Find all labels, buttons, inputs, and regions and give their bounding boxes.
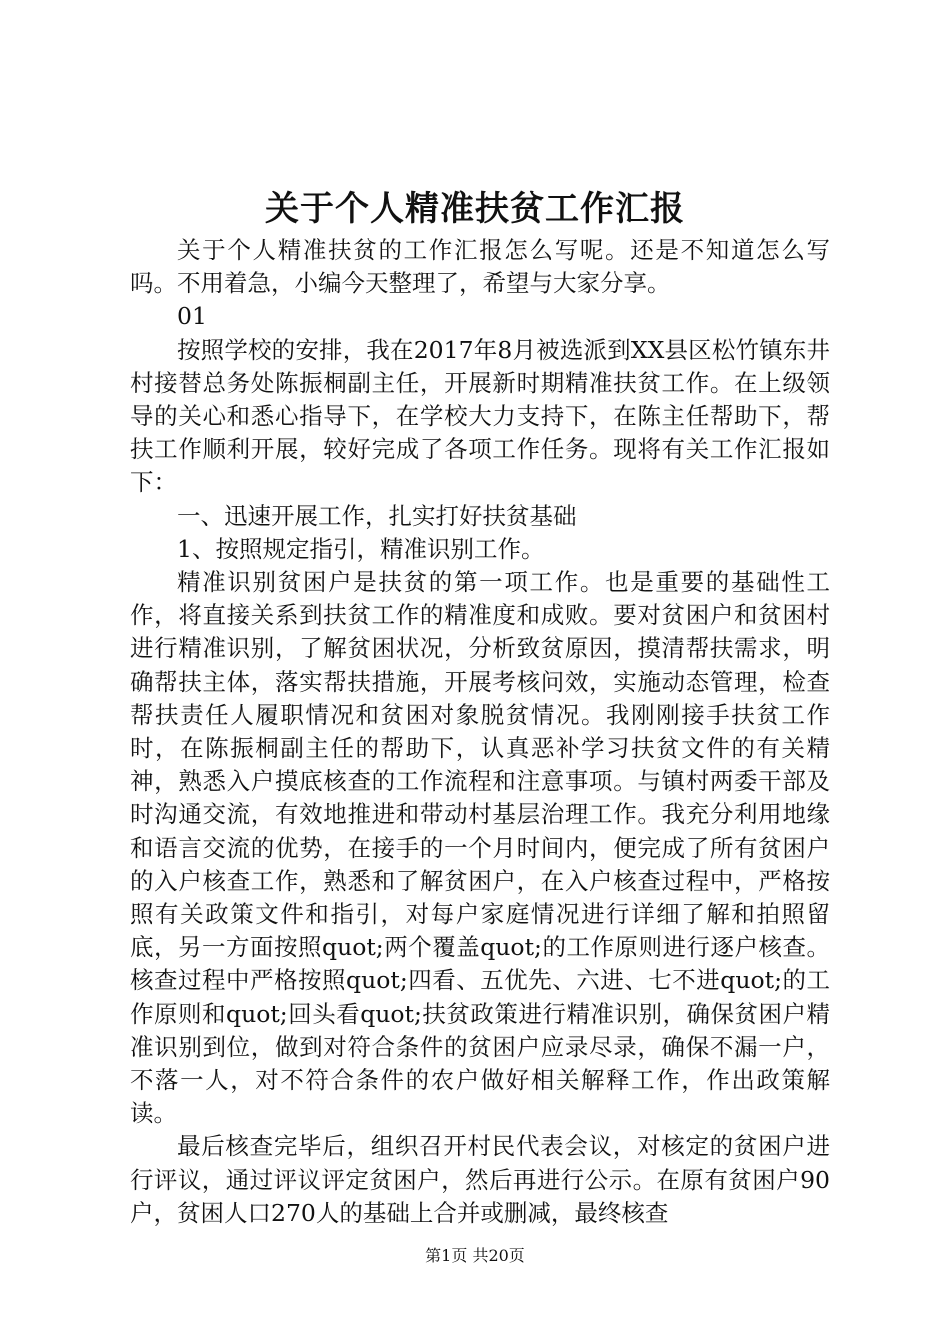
paragraph-background: 按照学校的安排，我在2017年8月被选派到XX县区松竹镇东井村接替总务处陈振桐副主任，开展新时期精准扶贫工作。在上级领导的关心和悉心指导下，在学校大力支持下，在陈主任帮助下，帮扶工作顺利开展，较好完成了各项工作任务。现将有关工作汇报如下： [130, 335, 830, 497]
paragraph-intro: 关于个人精准扶贫的工作汇报怎么写呢。还是不知道怎么写吗。不用着急，小编今天整理了，希望与大家分享。 [130, 236, 830, 298]
section-heading: 一、迅速开展工作，扎实打好扶贫基础 [177, 501, 577, 530]
section-number: 01 [177, 302, 207, 331]
document-body [130, 234, 830, 1230]
document-title: 关于个人精准扶贫工作汇报 [265, 189, 685, 229]
subsection-heading: 1、按照规定指引，精准识别工作。 [177, 534, 545, 563]
page-footer: 第1页 共20页 [425, 1246, 525, 1265]
paragraph-identification: 精准识别贫困户是扶贫的第一项工作。也是重要的基础性工作，将直接关系到扶贫工作的精准度和成败。要对贫困户和贫困村进行精准识别，了解贫困状况，分析致贫原因，摸清帮扶需求，明确帮扶主体，落实帮扶措施，开展考核问效，实施动态管理，检查帮扶责任人履职情况和贫困对象脱贫情况。我刚刚接手扶贫工作时，在陈振桐副主任的帮助下，认真恶补学习扶贫文件的有关精神，熟悉入户摸底核查的工作流程和注意事项。与镇村两委干部及时沟通交流，有效地推进和带动村基层治理工作。我充分利用地缘和语言交流的优势，在接手的一个月时间内，便完成了所有贫困户的入户核查工作，熟悉和了解贫困户，在入户核查过程中，严格按照有关政策文件和指引，对每户家庭情况进行详细了解和拍照留底，另一方面按照quot;两个覆盖quot;的工作原则进行逐户核查。核查过程中严格按照quot;四看、五优先、六进、七不进quot;的工作原则和quot;回头看quot;扶贫政策进行精准识别，确保贫困户精准识别到位，做到对符合条件的贫困户应录尽录，确保不漏一户，不落一人，对不符合条件的农户做好相关解释工作，作出政策解读。 [130, 568, 830, 1128]
paragraph-verification: 最后核查完毕后，组织召开村民代表会议，对核定的贫困户进行评议，通过评议评定贫困户，然后再进行公示。在原有贫困户90户，贫困人口270人的基础上合并或删减，最终核查 [130, 1132, 830, 1227]
